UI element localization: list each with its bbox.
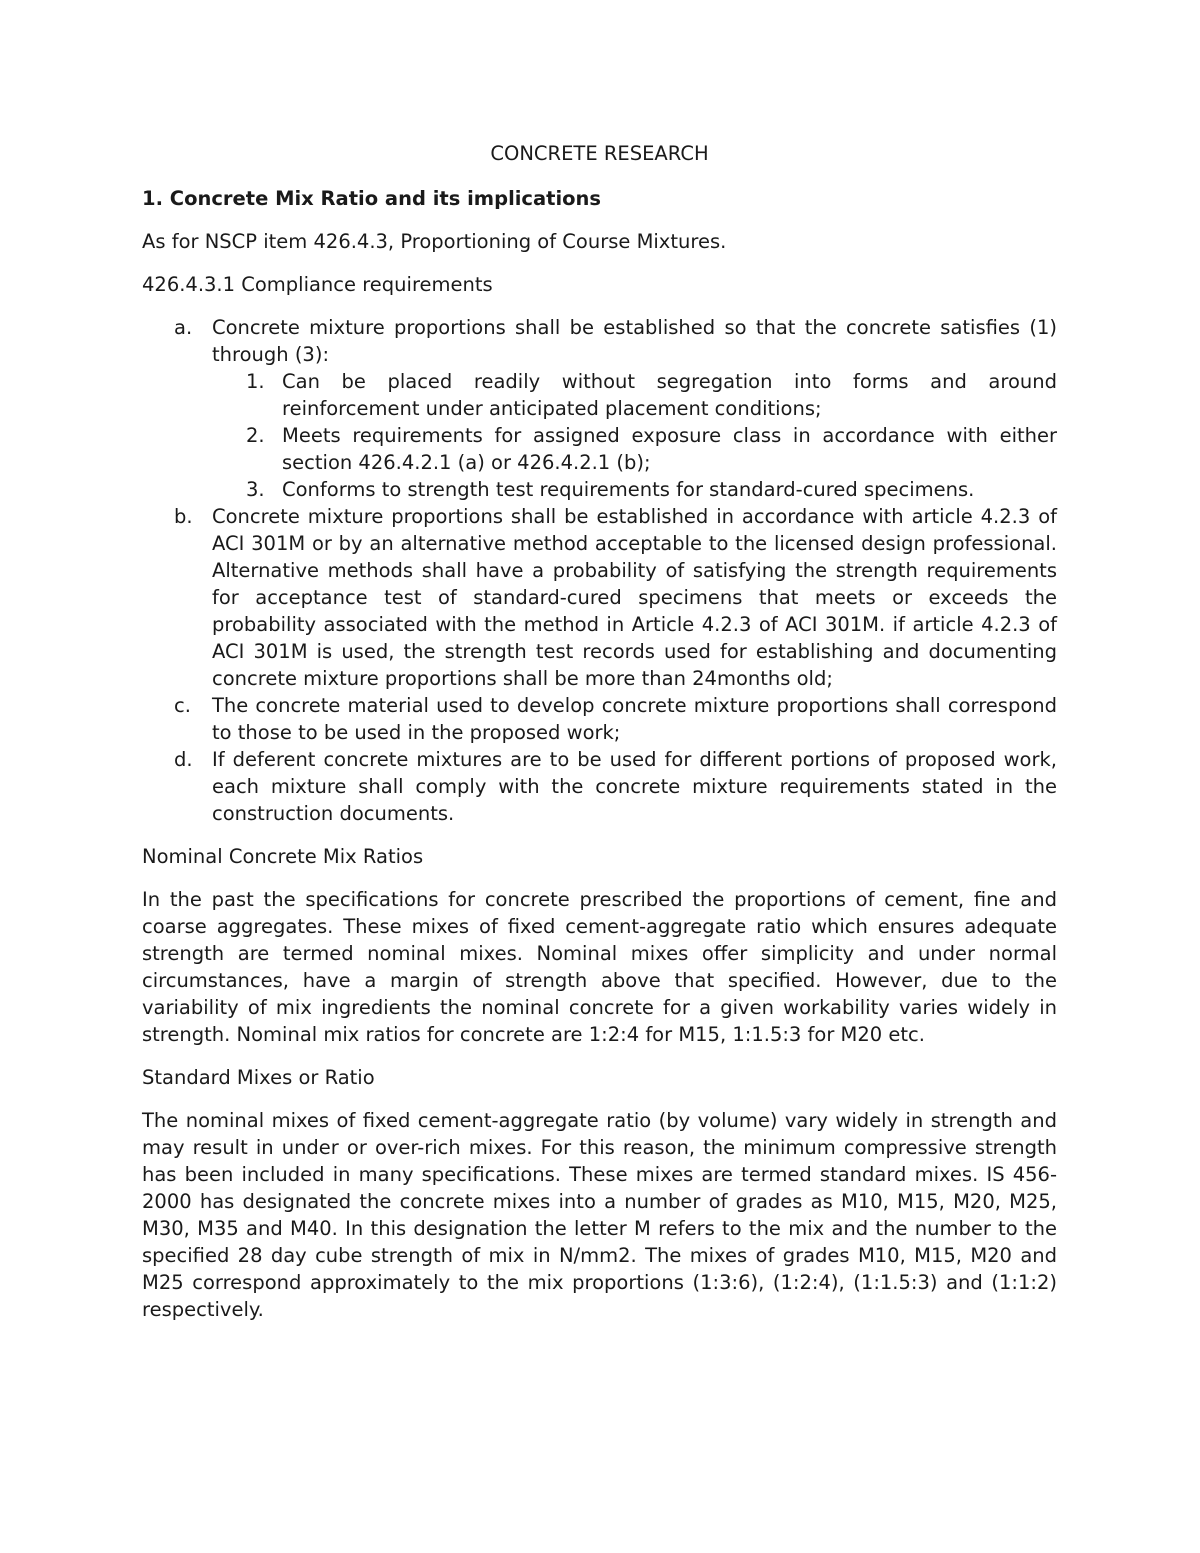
sub-requirement-text: Meets requirements for assigned exposure class in accordance with either section 426.4.2.1 (a) or 426.4.2.1 (b); bbox=[282, 424, 1057, 474]
sub-requirement-text: Can be placed readily without segregation into forms and around reinforcement under anticipated placement conditions; bbox=[282, 370, 1057, 420]
intro-paragraph: As for NSCP item 426.4.3, Proportioning of Course Mixtures. bbox=[142, 230, 727, 253]
requirement-text: Concrete mixture proportions shall be established so that the concrete satisfies (1) through (3): bbox=[212, 316, 1057, 366]
list-marker: d. bbox=[174, 748, 193, 771]
list-marker: b. bbox=[174, 505, 193, 528]
sub-requirements-list bbox=[212, 368, 1057, 503]
nominal-heading: Nominal Concrete Mix Ratios bbox=[142, 845, 424, 868]
sub-requirement-item bbox=[142, 368, 1057, 422]
list-marker: c. bbox=[174, 694, 191, 717]
sub-requirement-item bbox=[142, 476, 1057, 503]
standard-heading: Standard Mixes or Ratio bbox=[142, 1066, 375, 1089]
sub-requirement-text: Conforms to strength test requirements for standard-cured specimens. bbox=[282, 478, 975, 501]
list-marker: 2. bbox=[246, 424, 265, 447]
requirement-item-b bbox=[142, 503, 1057, 692]
list-marker: 1. bbox=[246, 370, 265, 393]
requirements-list bbox=[142, 314, 1057, 827]
sub-requirement-item bbox=[142, 422, 1057, 476]
nominal-paragraph: In the past the specifications for concrete prescribed the proportions of cement, fine and coarse aggregates. These mixes of fixed cement-aggregate ratio which ensures adequate strength are termed nominal mixes. Nominal mixes offer simplicity and under normal circumstances, have a margin of strength above that specified. However, due to the variability of mix ingredients the nominal concrete for a given workability varies widely in strength. Nominal mix ratios for concrete are 1:2:4 for M15, 1:1.5:3 for M20 etc. bbox=[142, 888, 1057, 1046]
list-marker: a. bbox=[174, 316, 193, 339]
requirement-item-d bbox=[142, 746, 1057, 827]
compliance-subheading: 426.4.3.1 Compliance requirements bbox=[142, 273, 493, 296]
standard-paragraph: The nominal mixes of fixed cement-aggregate ratio (by volume) vary widely in strength and may result in under or over-rich mixes. For this reason, the minimum compressive strength has been included in many specifications. These mixes are termed standard mixes. IS 456-2000 has designated the concrete mixes into a number of grades as M10, M15, M20, M25, M30, M35 and M40. In this designation the letter M refers to the mix and the number to the specified 28 day cube strength of mix in N/mm2. The mixes of grades M10, M15, M20 and M25 correspond approximately to the mix proportions (1:3:6), (1:2:4), (1:1.5:3) and (1:1:2) respectively. bbox=[142, 1109, 1057, 1321]
document-page bbox=[142, 140, 1057, 1339]
requirement-text: The concrete material used to develop concrete mixture proportions shall correspond to those to be used in the proposed work; bbox=[212, 694, 1057, 744]
requirement-text: Concrete mixture proportions shall be established in accordance with article 4.2.3 of ACI 301M or by an alternative method acceptable to the licensed design professional. Alternative methods shall have a probability of satisfying the strength requirements for acceptance test of standard-cured specimens that meets or exceeds the probability associated with the method in Article 4.2.3 of ACI 301M. if article 4.2.3 of ACI 301M is used, the strength test records used for establishing and documenting concrete mixture proportions shall be more than 24months old; bbox=[212, 505, 1057, 690]
document-title: CONCRETE RESEARCH bbox=[490, 142, 709, 165]
requirement-text: If deferent concrete mixtures are to be used for different portions of proposed work, each mixture shall comply with the concrete mixture requirements stated in the construction documents. bbox=[212, 748, 1057, 825]
requirement-item-c bbox=[142, 692, 1057, 746]
section-heading: 1. Concrete Mix Ratio and its implications bbox=[142, 187, 602, 210]
requirement-item-a bbox=[142, 314, 1057, 503]
list-marker: 3. bbox=[246, 478, 265, 501]
